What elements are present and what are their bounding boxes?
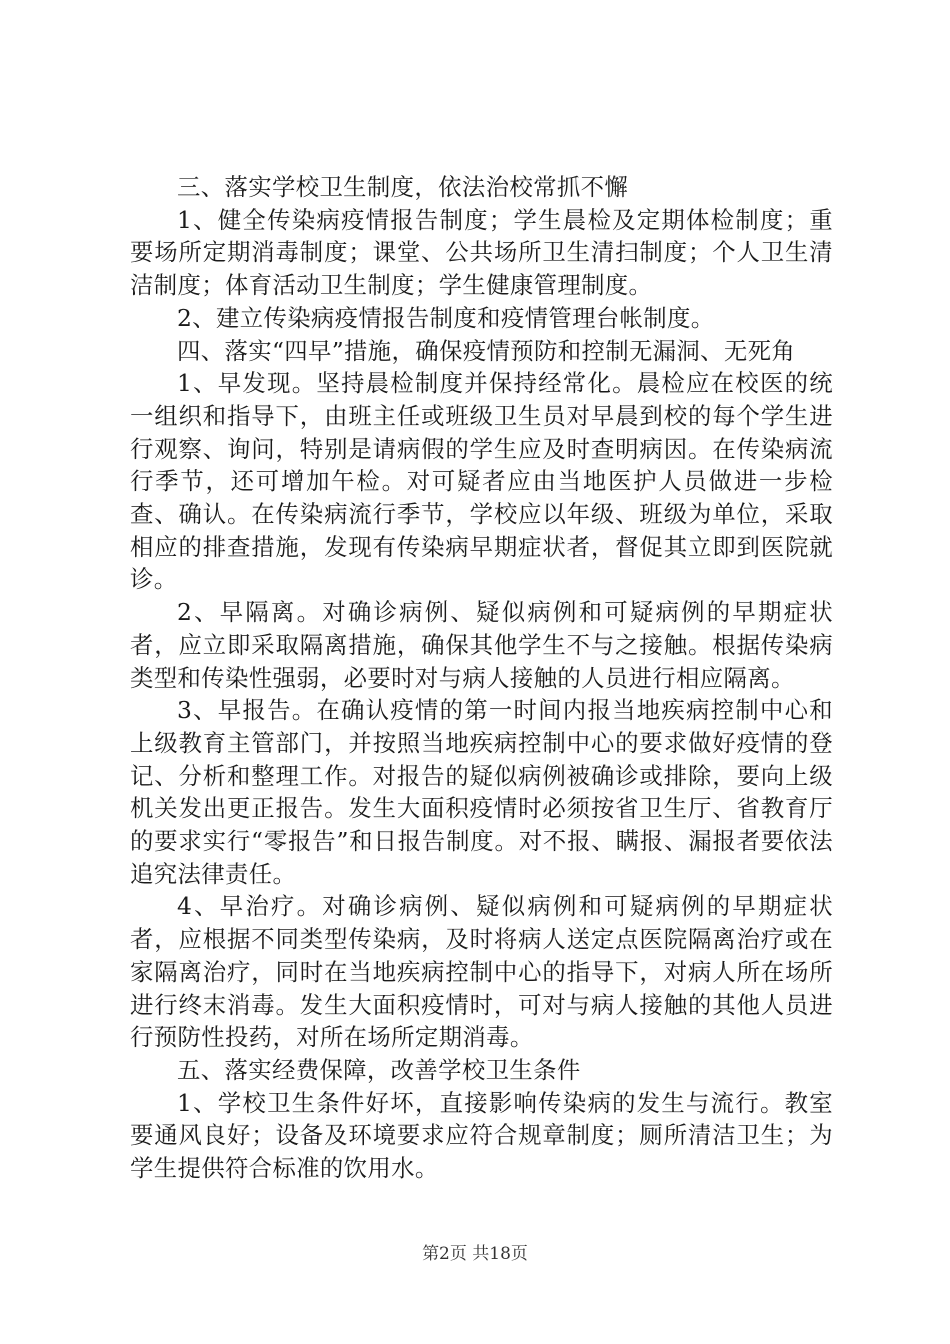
paragraph: 1、早发现。坚持晨检制度并保持经常化。晨检应在校医的统一组织和指导下，由班主任或班级卫生员对早晨到校的每个学生进行观察、询问，特别是请病假的学生应及时查明病因。在传染病流行季节，还可增加午检。对可疑者应由当地医护人员做进一步检查、确认。在传染病流行季节，学校应以年级、班级为单位，采取相应的排查措施，发现有传染病早期症状者，督促其立即到医院就诊。	[130, 369, 833, 594]
section-heading-3: 三、落实学校卫生制度，依法治校常抓不懈	[177, 173, 629, 201]
paragraph: 3、早报告。在确认疫情的第一时间内报当地疾病控制中心和上级教育主管部门，并按照当地疾病控制中心的要求做好疫情的登记、分析和整理工作。对报告的疑似病例被确诊或排除，要向上级机关发出更正报告。发生大面积疫情时必须按省卫生厅、省教育厅的要求实行“零报告”和日报告制度。对不报、瞒报、漏报者要依法追究法律责任。	[130, 696, 833, 888]
paragraph: 2、建立传染病疫情报告制度和疫情管理台帐制度。	[177, 303, 715, 332]
paragraph: 1、健全传染病疫情报告制度；学生晨检及定期体检制度；重要场所定期消毒制度；课堂、公共场所卫生清扫制度；个人卫生清洁制度；体育活动卫生制度；学生健康管理制度。	[130, 205, 833, 300]
page-number-footer: 第2页 共18页	[422, 1244, 528, 1264]
section-heading-5: 五、落实经费保障，改善学校卫生条件	[177, 1055, 581, 1084]
paragraph: 4、早治疗。对确诊病例、疑似病例和可疑病例的早期症状者，应根据不同类型传染病，及时将病人送定点医院隔离治疗或在家隔离治疗，同时在当地疾病控制中心的指导下，对病人所在场所进行终末消毒。发生大面积疫情时，可对与病人接触的其他人员进行预防性投药，对所在场所定期消毒。	[130, 892, 833, 1052]
section-heading-4: 四、落实“四早”措施，确保疫情预防和控制无漏洞、无死角	[177, 336, 796, 365]
paragraph: 1、学校卫生条件好坏，直接影响传染病的发生与流行。教室要通风良好；设备及环境要求应符合规章制度；厕所清洁卫生；为学生提供符合标准的饮用水。	[130, 1088, 833, 1183]
paragraph: 2、早隔离。对确诊病例、疑似病例和可疑病例的早期症状者，应立即采取隔离措施，确保其他学生不与之接触。根据传染病类型和传染性强弱，必要时对与病人接触的人员进行相应隔离。	[130, 598, 833, 692]
document-body	[130, 171, 833, 1185]
